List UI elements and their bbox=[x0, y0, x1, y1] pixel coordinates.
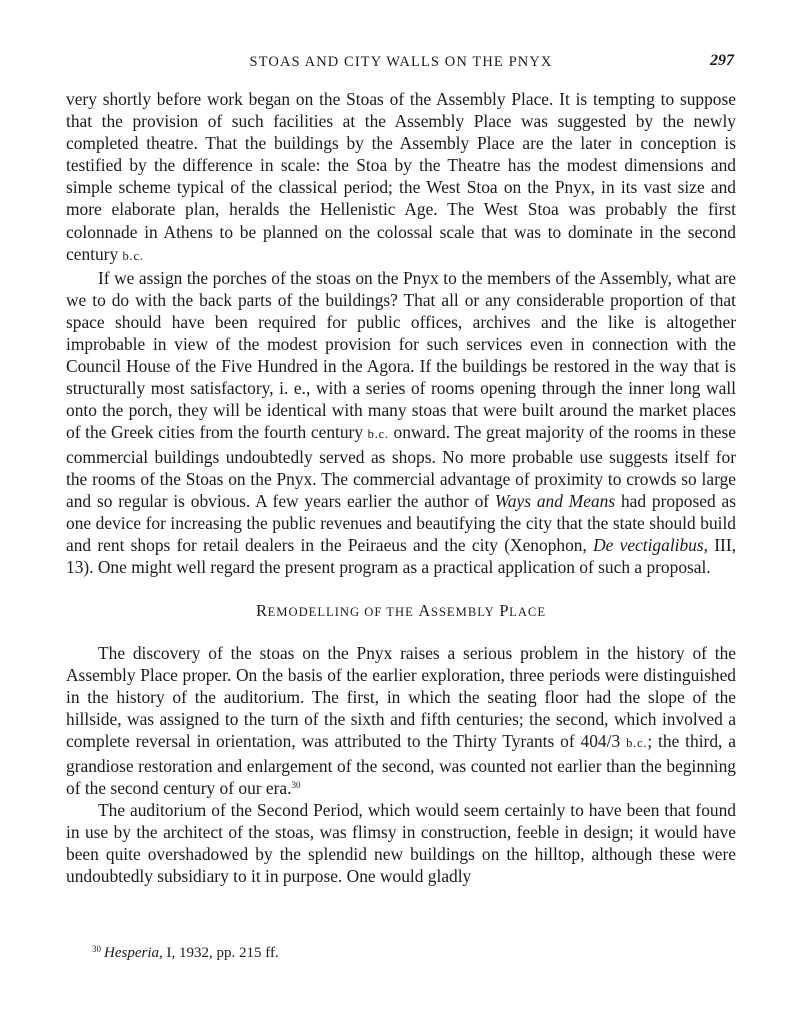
paragraph-2-text-1: If we assign the porches of the stoas on the Pnyx to the members of the Assembly, what are we to do with the back parts of the buildings? That all or any considerable proportion of that space should have been required for public offices, archives and the like is altogether improbable in view of the modest provision for such services even in connection with the Council House of the Five Hundred in the Agora. If the buildings be restored in the way that is structurally most satisfactory, i. e., with a series of rooms opening through the inner long wall onto the porch, they will be identical with many stoas that were built around the market places of the Greek cities from the fourth century bbox=[66, 267, 736, 443]
heading-initial: R bbox=[255, 601, 268, 621]
paragraph-4 bbox=[66, 799, 736, 887]
paragraph-4-text: The auditorium of the Second Period, which would seem certainly to have been that found in use by the architect of the stoas, was flimsy in construction, feeble in design; it would have been quite overshadowed by the splendid new buildings on the hilltop, although these were undoubtedly subsidiary to it in purpose. One would gladly bbox=[66, 799, 736, 886]
paragraph-1-text: very shortly before work began on the Stoas of the Assembly Place. It is tempting to suppose that the provision of such facilities at the Assembly Place was suggested by the newly completed theatre. That the buildings by the Assembly Place are the later in conception is testified by the difference in scale: the Stoa by the Theatre has the modest dimensions and simple scheme typical of the classical period; the West Stoa on the Pnyx, in its vast size and more elaborate plan, heralds the Hellenistic Age. The West Stoa was probably the first colonnade in Athens to be planned on the colossal scale that was to dominate in the second century bbox=[66, 89, 736, 264]
paragraph-1 bbox=[66, 88, 736, 267]
paragraph-2-text-3: had proposed as one device for increasing the public revenues and beautifying the city that the state should build and rent shops for retail dealers in the Peiraeus and the city (Xenophon, bbox=[66, 490, 736, 555]
heading-initial: A bbox=[418, 601, 431, 621]
heading-initial: P bbox=[499, 601, 510, 621]
era-abbreviation: b.c. bbox=[367, 427, 389, 442]
era-abbreviation: b.c. bbox=[122, 248, 144, 263]
paragraph-3 bbox=[66, 642, 736, 799]
paragraph-3-text-1: The discovery of the stoas on the Pnyx raises a serious problem in the history of the Assembly Place proper. On the basis of the earlier exploration, three periods were distinguished in the history of the auditorium. The first, in which the seating floor had the slope of the hillside, was assigned to the turn of the sixth and fifth centuries; the second, which involved a complete reversal in orientation, was attributed to the Thirty Tyrants of 404/3 bbox=[66, 643, 736, 752]
page-number: 297 bbox=[710, 52, 734, 69]
work-title-de-vectigalibus: De vectigalibus, bbox=[593, 534, 708, 555]
footnote-reference[interactable]: 30 bbox=[291, 779, 301, 790]
work-title-ways-and-means: Ways and Means bbox=[494, 490, 616, 511]
footnote bbox=[92, 945, 279, 962]
paragraph-2-text-2: onward. The great majority of the rooms in these commercial buildings undoubtedly served as shops. No more probable use suggests itself for the rooms of the Stoas on the Pnyx. The commercial advantage of proximity to crowds so large and so regular is obvious. A few years earlier the author of bbox=[66, 422, 736, 511]
footnote-number: 30 bbox=[92, 944, 101, 954]
era-abbreviation: b.c. bbox=[626, 736, 648, 751]
footnote-citation: I, 1932, pp. 215 ff. bbox=[162, 945, 279, 961]
paragraph-2-text-4: III, 13). One might well regard the present program as a practical application of such a proposal. bbox=[66, 534, 736, 577]
running-header bbox=[66, 52, 736, 74]
body-text bbox=[66, 88, 736, 887]
heading-text: EMODELLING OF THE bbox=[267, 605, 414, 620]
footnote-journal: Hesperia, bbox=[104, 945, 163, 961]
paragraph-2 bbox=[66, 267, 736, 578]
running-title: STOAS AND CITY WALLS ON THE PNYX bbox=[249, 54, 553, 70]
heading-text: SSEMBLY bbox=[430, 605, 495, 620]
heading-text: LACE bbox=[509, 605, 547, 620]
paragraph-3-text-2: ; the third, a grandiose restoration and enlargement of the second, was counted not earlier than the beginning of the second century of our era. bbox=[66, 731, 736, 798]
section-heading bbox=[66, 601, 736, 621]
